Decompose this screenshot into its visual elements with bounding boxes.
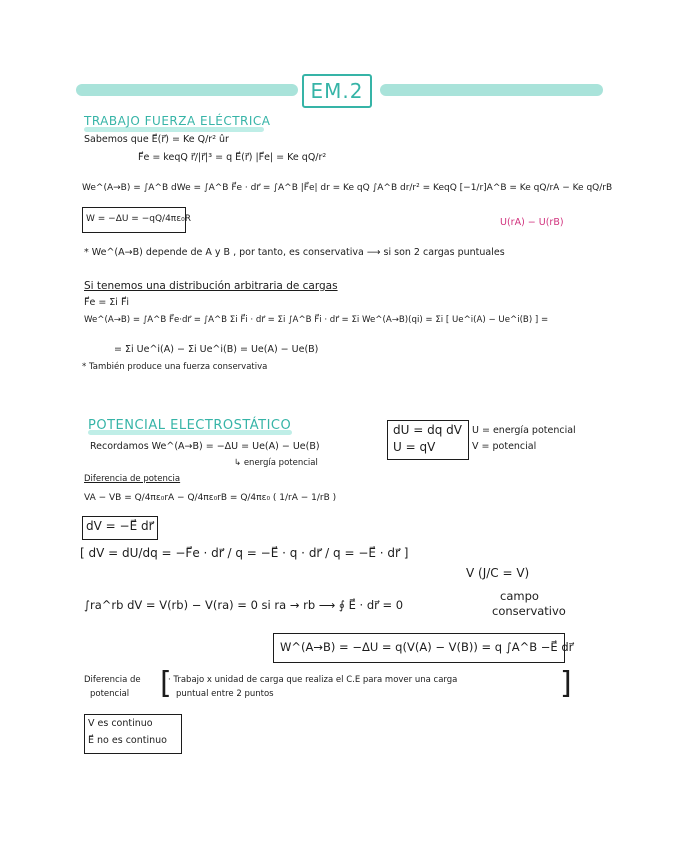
section3-dv-box: dV = −E⃗ dr⃗ bbox=[86, 519, 154, 533]
section1-boxed-equation: W = −ΔU = −qQ/4πε₀R bbox=[86, 214, 191, 224]
header-bar-left bbox=[76, 84, 298, 96]
section2-note: * También produce una fuerza conservativa bbox=[82, 362, 268, 372]
section3-title: POTENCIAL ELECTROSTÁTICO bbox=[88, 418, 292, 433]
section1-title: TRABAJO FUERZA ELÉCTRICA bbox=[84, 114, 271, 128]
section3-def-bracket-left: [ bbox=[160, 666, 172, 701]
section3-legend2: V = potencial bbox=[472, 441, 537, 452]
section1-line3: We^(A→B) = ∫A^B dWe = ∫A^B F⃗e · dr⃗ = ∫A^B |F⃗e| dr = Ke qQ ∫A^B dr/r² = KeqQ [−1/r]A^B = Ke qQ/rA − Ke qQ/rB bbox=[82, 183, 613, 193]
section3-integral: ∫ra^rb dV = V(rb) − V(ra) = 0 si ra → rb ⟶ ∮ E⃗ · dr⃗ = 0 bbox=[84, 598, 404, 612]
section3-conservativo: conservativo bbox=[492, 604, 566, 618]
section3-campo: campo bbox=[500, 589, 539, 603]
section2-line3: = Σi Ue^i(A) − Σi Ue^i(B) = Ue(A) − Ue(B) bbox=[114, 344, 319, 355]
section3-def-bracket-right: ] bbox=[560, 666, 572, 701]
section1-line1: Sabemos que E⃗(r⃗) = Ke Q/r² ûr bbox=[84, 134, 229, 145]
section3-def-label2: potencial bbox=[90, 689, 130, 699]
section3-diff-title: Diferencia de potencia bbox=[84, 474, 181, 484]
section1-note: * We^(A→B) depende de A y B , por tanto, es conservativa ⟶ si son 2 cargas puntuales bbox=[84, 247, 505, 258]
section1-potential-labels: U(rA) − U(rB) bbox=[500, 217, 564, 228]
section3-def-text1: · Trabajo x unidad de carga que realiza el C.E para mover una carga bbox=[168, 675, 458, 685]
section3-box-line2: U = qV bbox=[393, 440, 436, 454]
section3-def-text2: puntual entre 2 puntos bbox=[176, 689, 274, 699]
section2-title: Si tenemos una distribución arbitraria de cargas bbox=[84, 280, 338, 292]
section2-line2: We^(A→B) = ∫A^B F⃗e·dr⃗ = ∫A^B Σi F⃗i · dr⃗ = Σi ∫A^B F⃗i · dr⃗ = Σi We^(A→B)(qi) = Σi [ Ue^i(A) − Ue^i(B) ] = bbox=[84, 315, 549, 325]
section3-box-line1: dU = dq dV bbox=[393, 423, 462, 437]
section3-unit: V (J/C = V) bbox=[466, 566, 530, 580]
section3-legend1: U = energía potencial bbox=[472, 425, 576, 436]
page-title: EM.2 bbox=[302, 74, 372, 108]
section3-dv-equation: [ dV = dU/dq = −F⃗e · dr⃗ / q = −E⃗ · q · dr⃗ / q = −E⃗ · dr⃗ ] bbox=[80, 546, 409, 560]
section3-work-box: W^(A→B) = −ΔU = q(V(A) − V(B)) = q ∫A^B −E⃗ dr⃗ bbox=[280, 640, 574, 654]
section1-line2: F⃗e = keqQ r⃗/|r⃗|³ = q E⃗(r⃗) |F⃗e| = Ke qQ/r² bbox=[138, 152, 327, 163]
section3-diff-equation: VA − VB = Q/4πε₀rA − Q/4πε₀rB = Q/4πε₀ ( 1/rA − 1/rB ) bbox=[84, 493, 337, 503]
header-bar-right bbox=[380, 84, 603, 96]
section3-def-label1: Diferencia de bbox=[84, 675, 141, 685]
section2-line1: F⃗e = Σi F⃗i bbox=[84, 297, 130, 308]
section3-recall-note: ↳ energía potencial bbox=[234, 458, 318, 468]
section3-continuity-2: E⃗ no es continuo bbox=[88, 735, 167, 746]
section3-continuity-1: V es continuo bbox=[88, 718, 153, 729]
section3-recall: Recordamos We^(A→B) = −ΔU = Ue(A) − Ue(B) bbox=[90, 441, 320, 452]
